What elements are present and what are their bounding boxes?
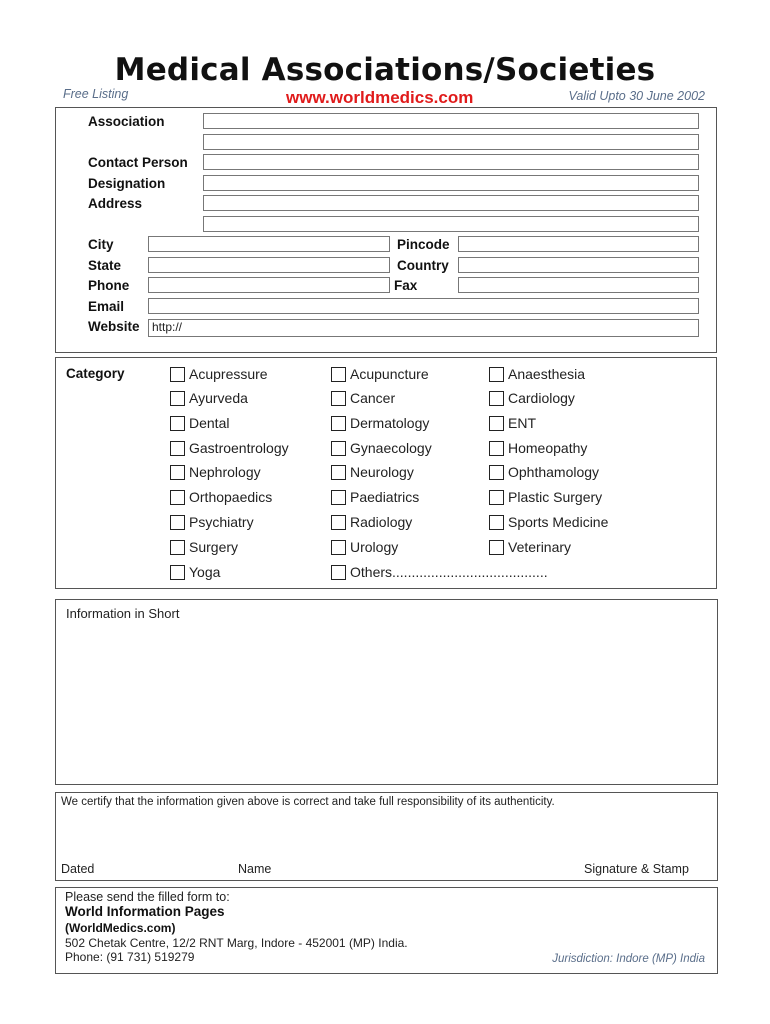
category-option-homeopathy[interactable] <box>489 440 587 456</box>
category-option-label: Urology <box>350 539 399 555</box>
category-option-label: Others........................................ <box>350 564 548 580</box>
category-option-label: Cardiology <box>508 390 575 406</box>
category-option-label: Paediatrics <box>350 489 420 505</box>
category-option-orthopaedics[interactable] <box>170 489 272 505</box>
category-option-neurology[interactable] <box>331 464 414 480</box>
category-option-surgery[interactable] <box>170 539 238 555</box>
category-option-label: Acupressure <box>189 366 268 382</box>
category-option-label: Dermatology <box>350 415 430 431</box>
category-option-psychiatry[interactable] <box>170 514 254 530</box>
category-option-label: Acupuncture <box>350 366 429 382</box>
checkbox[interactable] <box>489 441 504 456</box>
category-option-sports-medicine[interactable] <box>489 514 608 530</box>
address-field-2[interactable] <box>203 216 699 232</box>
category-option-label: Radiology <box>350 514 413 530</box>
category-option-cancer[interactable] <box>331 390 395 406</box>
state-field[interactable] <box>148 257 390 273</box>
checkbox[interactable] <box>170 465 185 480</box>
checkbox[interactable] <box>489 540 504 555</box>
category-option-veterinary[interactable] <box>489 539 571 555</box>
category-option-label: Dental <box>189 415 230 431</box>
signature-label: Signature & Stamp <box>584 862 689 876</box>
contact-person-label: Contact Person <box>88 155 188 170</box>
designation-label: Designation <box>88 176 166 191</box>
category-option-label: Cancer <box>350 390 396 406</box>
state-label: State <box>88 258 122 273</box>
category-option-ayurveda[interactable] <box>170 390 248 406</box>
checkbox[interactable] <box>489 490 504 505</box>
category-option-label: Neurology <box>350 464 414 480</box>
checkbox[interactable] <box>170 565 185 580</box>
category-option-label: Gastroentrology <box>189 440 289 456</box>
category-option-ophthamology[interactable] <box>489 464 599 480</box>
country-field[interactable] <box>458 257 699 273</box>
category-option-label: Ayurveda <box>189 390 248 406</box>
checkbox[interactable] <box>331 465 346 480</box>
checkbox[interactable] <box>170 441 185 456</box>
name-label: Name <box>238 862 272 876</box>
category-option-label: Ophthamology <box>508 464 600 480</box>
category-option-label: Gynaecology <box>350 440 432 456</box>
checkbox[interactable] <box>170 416 185 431</box>
category-option-paediatrics[interactable] <box>331 489 419 505</box>
category-option-plastic-surgery[interactable] <box>489 489 602 505</box>
category-option-urology[interactable] <box>331 539 398 555</box>
checkbox[interactable] <box>170 391 185 406</box>
website-field[interactable]: http:// <box>148 319 699 337</box>
category-option-radiology[interactable] <box>331 514 412 530</box>
checkbox[interactable] <box>489 465 504 480</box>
category-label: Category <box>66 366 125 381</box>
free-listing-note: Free Listing <box>63 87 129 101</box>
checkbox[interactable] <box>331 490 346 505</box>
phone-field[interactable] <box>148 277 390 293</box>
category-option-acupressure[interactable] <box>170 366 268 382</box>
category-option-label: Surgery <box>189 539 239 555</box>
website-link[interactable]: www.worldmedics.com <box>286 88 474 107</box>
category-option-label: Homeopathy <box>508 440 588 456</box>
website-label: Website <box>88 319 140 334</box>
category-option-label: Yoga <box>189 564 221 580</box>
checkbox[interactable] <box>331 416 346 431</box>
category-option-dental[interactable] <box>170 415 229 431</box>
checkbox[interactable] <box>331 565 346 580</box>
category-option-yoga[interactable] <box>170 564 220 580</box>
org-short: (WorldMedics.com) <box>65 921 176 935</box>
category-option-anaesthesia[interactable] <box>489 366 585 382</box>
dated-label: Dated <box>61 862 95 876</box>
designation-field[interactable] <box>203 175 699 191</box>
category-option-cardiology[interactable] <box>489 390 575 406</box>
checkbox[interactable] <box>331 367 346 382</box>
email-field[interactable] <box>148 298 699 314</box>
association-field-2[interactable] <box>203 134 699 150</box>
pincode-label: Pincode <box>397 237 450 252</box>
city-label: City <box>88 237 114 252</box>
checkbox[interactable] <box>170 540 185 555</box>
category-option-label: Orthopaedics <box>189 489 273 505</box>
category-option-label: Sports Medicine <box>508 514 609 530</box>
checkbox[interactable] <box>331 441 346 456</box>
fax-label: Fax <box>394 278 418 293</box>
address-field-1[interactable] <box>203 195 699 211</box>
category-option-gynaecology[interactable] <box>331 440 432 456</box>
city-field[interactable] <box>148 236 390 252</box>
org-address: 502 Chetak Centre, 12/2 RNT Marg, Indore - 452001 (MP) India. <box>65 936 408 950</box>
association-label: Association <box>88 114 165 129</box>
phone-label: Phone <box>88 278 130 293</box>
association-field-1[interactable] <box>203 113 699 129</box>
country-label: Country <box>397 258 449 273</box>
org-phone: Phone: (91 731) 519279 <box>65 950 195 964</box>
category-option-dermatology[interactable] <box>331 415 429 431</box>
category-option-label: ENT <box>508 415 536 431</box>
category-option-label: Psychiatry <box>189 514 254 530</box>
org-name: World Information Pages <box>65 904 225 919</box>
category-option-label: Anaesthesia <box>508 366 586 382</box>
checkbox[interactable] <box>489 391 504 406</box>
send-instruction: Please send the filled form to: <box>65 890 230 904</box>
category-option-nephrology[interactable] <box>170 464 261 480</box>
category-option-label: Plastic Surgery <box>508 489 603 505</box>
jurisdiction-note: Jurisdiction: Indore (MP) India <box>552 953 705 965</box>
form-title: Medical Associations/Societies <box>114 52 656 88</box>
checkbox[interactable] <box>489 515 504 530</box>
checkbox[interactable] <box>489 416 504 431</box>
category-option-acupuncture[interactable] <box>331 366 429 382</box>
info-label: Information in Short <box>66 606 180 621</box>
checkbox[interactable] <box>331 391 346 406</box>
info-section <box>55 599 718 785</box>
checkbox[interactable] <box>170 490 185 505</box>
category-option-label: Veterinary <box>508 539 572 555</box>
validity-note: Valid Upto 30 June 2002 <box>568 89 705 103</box>
certify-text: We certify that the information given above is correct and take full responsibility of its authenticity. <box>61 796 555 808</box>
category-option-ent[interactable] <box>489 415 536 431</box>
category-option-label: Nephrology <box>189 464 261 480</box>
fax-field[interactable] <box>458 277 699 293</box>
checkbox[interactable] <box>331 515 346 530</box>
address-label: Address <box>88 196 143 211</box>
checkbox[interactable] <box>331 540 346 555</box>
checkbox[interactable] <box>170 515 185 530</box>
pincode-field[interactable] <box>458 236 699 252</box>
contact-person-field[interactable] <box>203 154 699 170</box>
email-label: Email <box>88 299 125 314</box>
checkbox[interactable] <box>170 367 185 382</box>
checkbox[interactable] <box>489 367 504 382</box>
category-option-gastroentrology[interactable] <box>170 440 289 456</box>
category-option-others[interactable] <box>331 564 548 580</box>
